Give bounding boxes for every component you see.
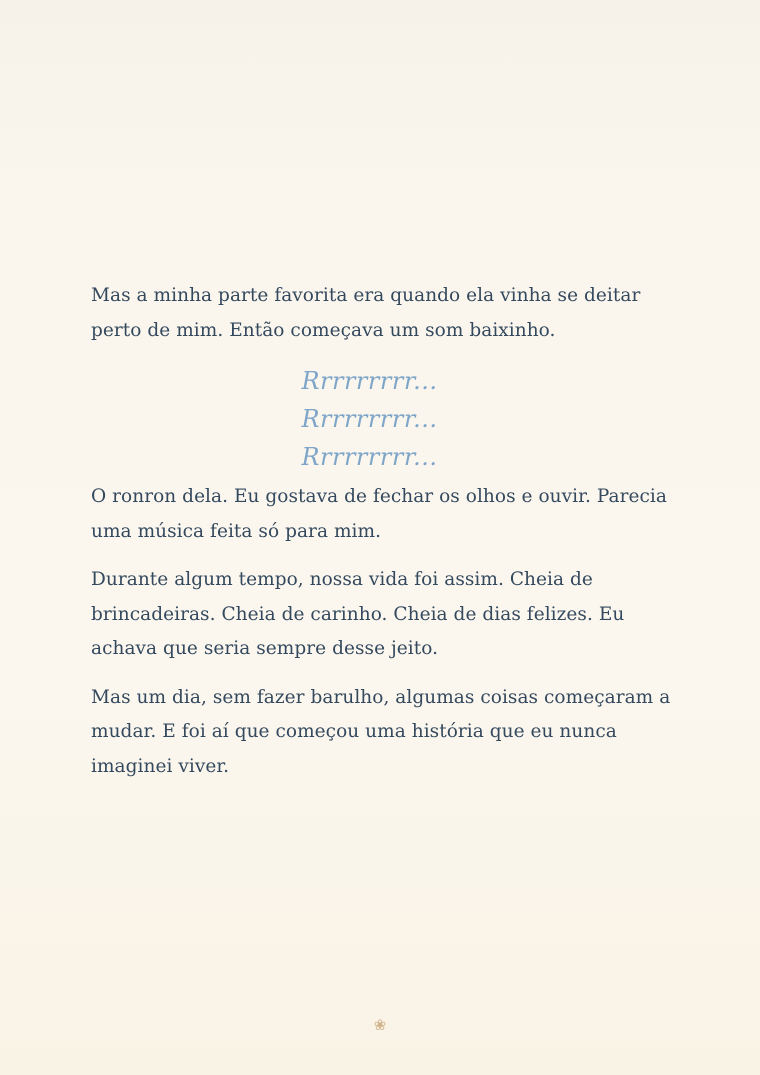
paragraph-ronron: O ronron dela. Eu gostava de fechar os olhos e ouvir. Parecia uma música feita só para mim. (91, 486, 667, 542)
flower-icon: ❀ (373, 1016, 387, 1034)
purr-line: Rrrrrrrrr... (301, 443, 438, 471)
paragraph-happy-days: Durante algum tempo, nossa vida foi assim. Cheia de brincadeiras. Cheia de carinho. Cheia de dias felizes. Eu achava que seria sempre desse jeito. (91, 569, 625, 659)
paragraph-favorite-part: Mas a minha parte favorita era quando ela vinha se deitar perto de mim. Então começava um som baixinho. (91, 285, 641, 341)
purr-line: Rrrrrrrrr... (301, 405, 438, 433)
page-content (91, 279, 676, 798)
paragraph-change: Mas um dia, sem fazer barulho, algumas coisas começaram a mudar. E foi aí que começou uma história que eu nunca imaginei viver. (91, 686, 671, 777)
purr-line: Rrrrrrrrr... (301, 367, 438, 395)
purr-sound-block (91, 362, 676, 476)
